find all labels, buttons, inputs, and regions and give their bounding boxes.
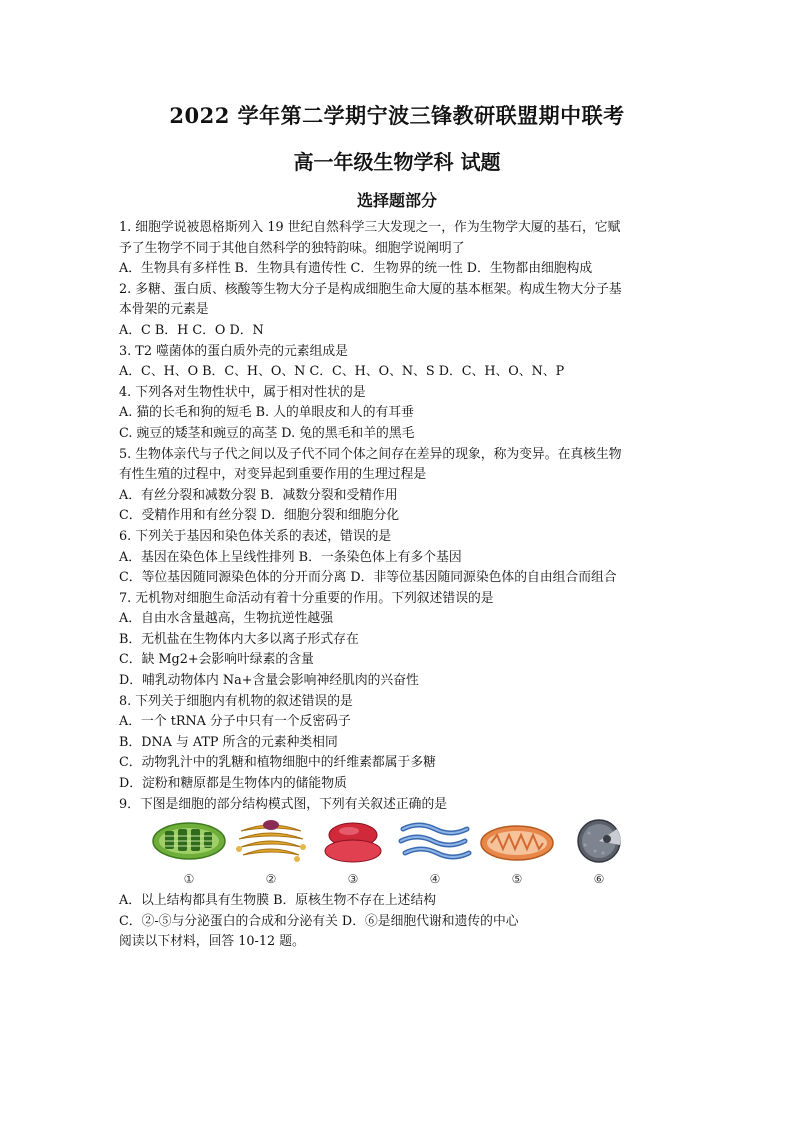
text-line: 予了生物学不同于其他自然科学的独特韵味。细胞学说阐明了 <box>119 240 465 256</box>
text-line: 4. 下列各对生物性状中，属于相对性状的是 <box>119 384 366 400</box>
text-line: A．生物具有多样性 B．生物具有遗传性 C．生物界的统一性 D．生物都由细胞构成 <box>119 261 593 277</box>
text-line: A．以上结构都具有生物膜 B．原核生物不存在上述结构 <box>119 893 437 909</box>
text-line: C. 豌豆的矮茎和豌豆的高茎 D. 兔的黑毛和羊的黑毛 <box>119 425 415 441</box>
text-line: B．无机盐在生物体内大多以离子形式存在 <box>119 631 359 647</box>
text-line: 阅读以下材料，回答 10-12 题。 <box>119 934 305 950</box>
text-line: C．动物乳汁中的乳糖和植物细胞中的纤维素都属于多糖 <box>119 755 436 771</box>
text-line: 1. 细胞学说被恩格斯列入 19 世纪自然科学三大发现之一，作为生物学大厦的基石，它赋 <box>119 220 621 235</box>
text-line: 本骨架的元素是 <box>119 302 209 318</box>
figure-label: ④ <box>429 872 441 887</box>
figure-label: ② <box>265 872 277 887</box>
exam-subtitle: 高一年级生物学科 试题 <box>293 150 501 174</box>
endoplasmic-reticulum-icon <box>395 817 475 887</box>
text-line: A．C B．H C．O D．N <box>119 322 264 338</box>
golgi-icon <box>231 817 311 887</box>
text-line: A．有丝分裂和减数分裂 B．减数分裂和受精作用 <box>119 487 398 503</box>
text-line: A．C、H、O B．C、H、O、N C．C、H、O、N、S D．C、H、O、N、P <box>119 364 565 380</box>
text-line: 7. 无机物对细胞生命活动有着十分重要的作用。下列叙述错误的是 <box>119 590 494 606</box>
question-body <box>119 218 679 953</box>
text-line: D．淀粉和糖原都是生物体内的储能物质 <box>119 776 347 792</box>
text-line: 3. T2 噬菌体的蛋白质外壳的元素组成是 <box>119 343 348 359</box>
text-line: 5. 生物体亲代与子代之间以及子代不同个体之间存在差异的现象，称为变异。在真核生物 <box>119 446 622 462</box>
text-line: B．DNA 与 ATP 所含的元素种类相同 <box>119 734 338 750</box>
ribosome-icon <box>313 817 393 887</box>
text-line: C．受精作用和有丝分裂 D．细胞分裂和细胞分化 <box>119 508 400 524</box>
figure-label: ⑥ <box>593 872 605 887</box>
text-line: 有性生殖的过程中，对变异起到重要作用的生理过程是 <box>119 467 427 483</box>
text-line: 2. 多糖、蛋白质、核酸等生物大分子是构成细胞生命大厦的基本框架。构成生物大分子基 <box>119 281 622 297</box>
text-line: 6. 下列关于基因和染色体关系的表述，错误的是 <box>119 528 392 544</box>
text-line: A．一个 tRNA 分子中只有一个反密码子 <box>119 714 351 730</box>
mitochondrion-icon <box>477 817 557 887</box>
chloroplast-icon <box>149 817 229 887</box>
text-line: C．等位基因随同源染色体的分开而分离 D．非等位基因随同源染色体的自由组合而组合 <box>119 570 617 586</box>
text-line: A. 猫的长毛和狗的短毛 B. 人的单眼皮和人的有耳垂 <box>119 405 414 421</box>
text-line: C．缺 Mg2+会影响叶绿素的含量 <box>119 652 314 668</box>
cell-structure-figure <box>119 817 679 887</box>
figure-label: ① <box>183 872 195 887</box>
exam-title: 2022 学年第二学期宁波三锋教研联盟期中联考 <box>169 103 625 128</box>
text-line: A．自由水含量越高，生物抗逆性越强 <box>119 611 333 627</box>
figure-label: ③ <box>347 872 359 887</box>
nucleus-icon <box>559 817 639 887</box>
text-line: 9．下图是细胞的部分结构模式图，下列有关叙述正确的是 <box>119 796 448 812</box>
text-line: A．基因在染色体上呈线性排列 B．一条染色体上有多个基因 <box>119 549 462 565</box>
section-heading: 选择题部分 <box>356 191 437 210</box>
text-line: D．哺乳动物体内 Na+含量会影响神经肌肉的兴奋性 <box>119 673 419 689</box>
text-line: C．②-⑤与分泌蛋白的合成和分泌有关 D．⑥是细胞代谢和遗传的中心 <box>119 913 519 929</box>
figure-label: ⑤ <box>511 872 523 887</box>
text-line: 8. 下列关于细胞内有机物的叙述错误的是 <box>119 693 353 709</box>
